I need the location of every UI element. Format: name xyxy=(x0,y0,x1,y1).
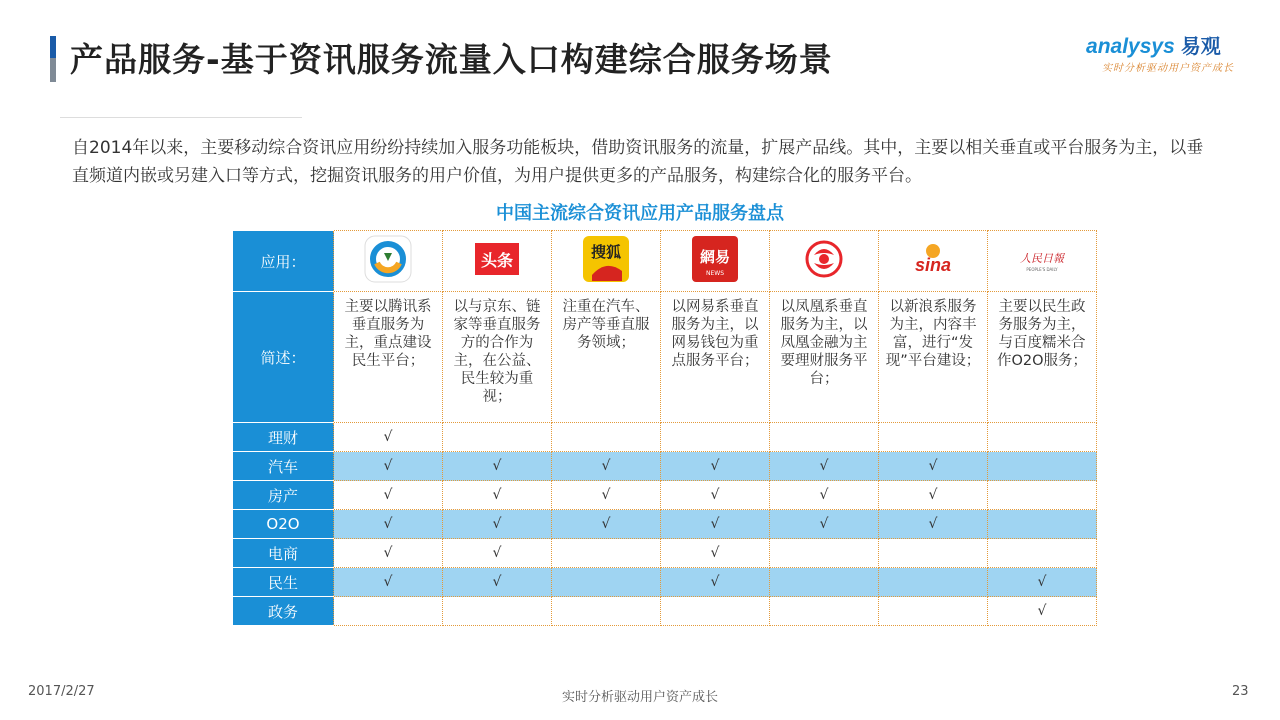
service-mark: √ xyxy=(988,597,1097,626)
sohu-icon xyxy=(582,235,630,283)
service-mark: √ xyxy=(334,423,443,452)
service-mark: √ xyxy=(661,481,770,510)
logo-cn: 易观 xyxy=(1180,36,1221,58)
service-mark xyxy=(988,539,1097,568)
service-mark xyxy=(988,510,1097,539)
sohu-logo-text: 搜狐 xyxy=(590,243,622,261)
service-mark: √ xyxy=(661,510,770,539)
netease-logo-sub: NEWS xyxy=(705,270,725,277)
service-mark xyxy=(988,481,1097,510)
netease-icon xyxy=(691,235,739,283)
app-description: 以与京东、链家等垂直服务方的合作为主，在公益、民生较为重视； xyxy=(443,292,552,423)
service-table xyxy=(233,230,1097,626)
service-mark xyxy=(443,597,552,626)
logo-brand-initial: a xyxy=(1086,35,1098,58)
service-mark: √ xyxy=(443,481,552,510)
app-description: 以网易系垂直服务为主，以网易钱包为重点服务平台； xyxy=(661,292,770,423)
service-mark: √ xyxy=(334,568,443,597)
app-description: 主要以民生政务服务为主，与百度糯米合作O2O服务； xyxy=(988,292,1097,423)
service-mark xyxy=(988,452,1097,481)
service-mark: √ xyxy=(661,568,770,597)
service-mark: √ xyxy=(879,481,988,510)
sina-icon xyxy=(909,235,957,283)
service-mark xyxy=(770,539,879,568)
service-mark xyxy=(879,568,988,597)
service-name: 汽车 xyxy=(233,452,334,481)
service-mark: √ xyxy=(879,452,988,481)
intro-paragraph: 自2014年以来，主要移动综合资讯应用纷纷持续加入服务功能板块，借助资讯服务的流量，扩展产品线。其中，主要以相关垂直或平台服务为主，以垂直频道内嵌或另建入口等方式，挖掘资讯服务的用户价值，为用户提供更多的产品服务，构建综合化的服务平台。 xyxy=(72,138,1204,186)
service-mark xyxy=(552,568,661,597)
app-description: 主要以腾讯系垂直服务为主，重点建设民生平台； xyxy=(334,292,443,423)
service-name: 政务 xyxy=(233,597,334,626)
service-mark: √ xyxy=(334,481,443,510)
service-mark: √ xyxy=(443,452,552,481)
peoples-daily-icon xyxy=(1018,235,1066,283)
service-mark: √ xyxy=(661,539,770,568)
title-divider xyxy=(60,117,302,118)
service-row-o2o xyxy=(233,510,1097,539)
service-mark: √ xyxy=(770,452,879,481)
toutiao-icon xyxy=(473,235,521,283)
service-mark xyxy=(988,423,1097,452)
table-title: 中国主流综合资讯应用产品服务盘点 xyxy=(496,203,784,224)
app-description: 以新浪系服务为主，内容丰富，进行“发现”平台建设； xyxy=(879,292,988,423)
service-mark: √ xyxy=(552,452,661,481)
tencent-news-icon xyxy=(364,235,412,283)
footer-slogan: 实时分析驱动用户资产成长 xyxy=(561,690,718,705)
service-row-fangchan xyxy=(233,481,1097,510)
footer-date: 2017/2/27 xyxy=(28,684,95,699)
service-mark xyxy=(879,539,988,568)
ifeng-icon xyxy=(800,235,848,283)
service-mark xyxy=(334,597,443,626)
service-name: 房产 xyxy=(233,481,334,510)
service-mark xyxy=(552,423,661,452)
title-accent-bar-gray xyxy=(50,58,56,82)
service-mark: √ xyxy=(879,510,988,539)
service-mark xyxy=(552,539,661,568)
service-row-qiche xyxy=(233,452,1097,481)
service-mark xyxy=(770,597,879,626)
page-number: 23 xyxy=(1232,684,1249,699)
logo-tagline: 实时分析驱动用户资产成长 xyxy=(1102,63,1234,74)
service-mark: √ xyxy=(443,539,552,568)
service-mark: √ xyxy=(552,510,661,539)
app-cell xyxy=(443,231,552,292)
peoples-daily-logo-text: 人民日報 xyxy=(1020,252,1064,265)
service-row-dianshang xyxy=(233,539,1097,568)
logo-brand-text: nalysys xyxy=(1097,35,1175,58)
app-cell xyxy=(988,231,1097,292)
service-mark xyxy=(661,423,770,452)
service-row-zhengwu xyxy=(233,597,1097,626)
service-row-licai xyxy=(233,423,1097,452)
logo-brand xyxy=(1086,30,1221,59)
analysys-logo xyxy=(1086,30,1256,78)
service-mark: √ xyxy=(661,452,770,481)
app-description: 以凤凰系垂直服务为主，以凤凰金融为主要理财服务平台； xyxy=(770,292,879,423)
service-mark xyxy=(879,597,988,626)
service-mark: √ xyxy=(988,568,1097,597)
service-mark: √ xyxy=(334,452,443,481)
app-cell xyxy=(770,231,879,292)
service-mark: √ xyxy=(334,510,443,539)
service-mark: √ xyxy=(334,539,443,568)
service-name: O2O xyxy=(233,510,334,539)
app-cell xyxy=(661,231,770,292)
service-mark: √ xyxy=(443,510,552,539)
service-mark xyxy=(770,568,879,597)
description-row xyxy=(233,292,1097,423)
service-name: 理财 xyxy=(233,423,334,452)
service-mark: √ xyxy=(443,568,552,597)
page-title: 产品服务-基于资讯服务流量入口构建综合服务场景 xyxy=(70,40,833,79)
service-mark xyxy=(879,423,988,452)
app-cell xyxy=(552,231,661,292)
toutiao-logo-text: 头条 xyxy=(480,251,514,270)
row-header-desc: 简述： xyxy=(233,292,334,423)
row-header-app: 应用： xyxy=(233,231,334,292)
service-mark xyxy=(770,423,879,452)
app-cell xyxy=(879,231,988,292)
service-mark xyxy=(443,423,552,452)
service-row-minsheng xyxy=(233,568,1097,597)
service-mark xyxy=(552,597,661,626)
app-cell xyxy=(334,231,443,292)
service-mark: √ xyxy=(552,481,661,510)
sina-logo-text: sina xyxy=(914,255,952,275)
service-name: 民生 xyxy=(233,568,334,597)
netease-logo-text: 網易 xyxy=(699,248,731,266)
service-mark: √ xyxy=(770,510,879,539)
service-mark: √ xyxy=(770,481,879,510)
service-mark xyxy=(661,597,770,626)
service-name: 电商 xyxy=(233,539,334,568)
app-logo-row xyxy=(233,231,1097,292)
peoples-daily-logo-sub: PEOPLE'S DAILY xyxy=(1026,267,1058,272)
app-description: 注重在汽车、房产等垂直服务领域； xyxy=(552,292,661,423)
